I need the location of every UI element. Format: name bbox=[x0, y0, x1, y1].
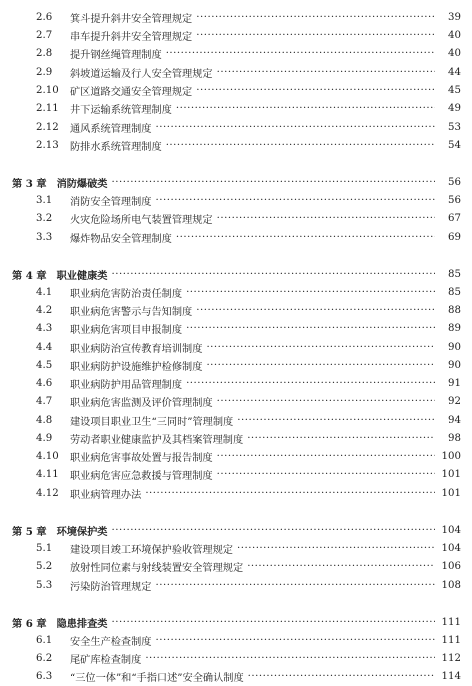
toc-entry[interactable] bbox=[0, 137, 472, 153]
toc-entry[interactable] bbox=[0, 302, 472, 318]
toc-entry-page: 108 bbox=[441, 579, 461, 591]
toc-entry-page: 45 bbox=[448, 84, 461, 96]
toc-entry-page: 56 bbox=[448, 194, 461, 206]
chapter-title: 隐患排查类 bbox=[56, 617, 108, 630]
toc-entry[interactable] bbox=[0, 9, 472, 25]
toc-entry-page: 89 bbox=[448, 322, 461, 334]
toc-entry[interactable] bbox=[0, 119, 472, 135]
toc-entry[interactable] bbox=[0, 466, 472, 482]
toc-entry-title: 职业病危害应急救援与管理制度 bbox=[70, 470, 213, 482]
chapter-title: 环境保护类 bbox=[56, 525, 108, 538]
toc-entry-title: “三位一体”和“手指口述”安全确认制度 bbox=[70, 672, 244, 684]
toc-entry-number: 6.2 bbox=[36, 652, 53, 664]
toc-entry-page: 111 bbox=[441, 634, 461, 646]
toc-entry-title: 职业病危害事故处置与报告制度 bbox=[70, 452, 213, 464]
toc-entry-number: 2.10 bbox=[36, 84, 59, 96]
toc-entry-page: 92 bbox=[448, 395, 461, 407]
toc-entry-number: 5.2 bbox=[36, 560, 53, 572]
toc-entry-number: 4.2 bbox=[36, 304, 53, 316]
toc-entry[interactable] bbox=[0, 412, 472, 428]
dot-leader bbox=[196, 30, 435, 41]
dot-leader bbox=[166, 140, 435, 151]
toc-entry-title: 尾矿库检查制度 bbox=[70, 654, 142, 666]
dot-leader bbox=[112, 177, 436, 188]
toc-entry-title: 职业病危害警示与告知制度 bbox=[70, 306, 193, 318]
toc-entry-page: 85 bbox=[448, 286, 461, 298]
toc-entry-number: 2.6 bbox=[36, 11, 53, 23]
dot-leader bbox=[217, 451, 435, 462]
toc-entry-title: 职业病管理办法 bbox=[70, 489, 142, 501]
toc-entry-page: 39 bbox=[448, 11, 461, 23]
toc-entry-number: 4.3 bbox=[36, 322, 53, 334]
toc-entry-title: 职业病防护用品管理制度 bbox=[70, 379, 183, 391]
toc-entry[interactable] bbox=[0, 375, 472, 391]
dot-leader bbox=[217, 396, 435, 407]
chapter-number: 第 3 章 bbox=[12, 177, 47, 190]
toc-entry-title: 矿区道路交通安全管理规定 bbox=[70, 86, 193, 98]
dot-leader bbox=[196, 305, 435, 316]
toc-entry-number: 5.1 bbox=[36, 542, 53, 554]
toc-entry[interactable] bbox=[0, 558, 472, 574]
dot-leader bbox=[206, 360, 435, 371]
dot-leader bbox=[112, 525, 436, 536]
toc-entry-page: 90 bbox=[448, 341, 461, 353]
toc-entry[interactable] bbox=[0, 339, 472, 355]
toc-entry[interactable] bbox=[0, 357, 472, 373]
toc-entry-title: 斜坡道运输及行人安全管理规定 bbox=[70, 68, 213, 80]
chapter-number: 第 5 章 bbox=[12, 525, 47, 538]
toc-entry[interactable] bbox=[0, 448, 472, 464]
dot-leader bbox=[156, 635, 436, 646]
dot-leader bbox=[217, 67, 435, 78]
toc-entry-page: 91 bbox=[448, 377, 461, 389]
dot-leader bbox=[248, 671, 435, 682]
toc-entry-number: 4.12 bbox=[36, 487, 59, 499]
toc-entry-page: 49 bbox=[448, 102, 461, 114]
dot-leader bbox=[166, 48, 435, 59]
toc-entry[interactable] bbox=[0, 284, 472, 300]
toc-entry-number: 4.9 bbox=[36, 432, 53, 444]
toc-entry-title: 提升钢丝绳管理制度 bbox=[70, 49, 162, 61]
toc-entry-title: 放射性同位素与射线装置安全管理规定 bbox=[70, 562, 244, 574]
dot-leader bbox=[206, 342, 435, 353]
toc-entry-number: 3.3 bbox=[36, 231, 53, 243]
toc-entry[interactable] bbox=[0, 540, 472, 556]
toc-entry-title: 职业病防护设施维护检修制度 bbox=[70, 361, 203, 373]
toc-entry[interactable] bbox=[0, 393, 472, 409]
toc-entry-title: 串车提升斜井安全管理规定 bbox=[70, 31, 193, 43]
dot-leader bbox=[176, 103, 435, 114]
toc-chapter[interactable] bbox=[0, 522, 472, 538]
toc-entry-number: 4.10 bbox=[36, 450, 59, 462]
dot-leader bbox=[237, 543, 435, 554]
toc-entry-number: 4.7 bbox=[36, 395, 53, 407]
toc-entry-page: 94 bbox=[448, 414, 461, 426]
toc-entry-page: 40 bbox=[448, 29, 461, 41]
dot-leader bbox=[247, 561, 435, 572]
dot-leader bbox=[196, 12, 435, 23]
toc-entry-number: 3.1 bbox=[36, 194, 53, 206]
toc-entry-number: 5.3 bbox=[36, 579, 53, 591]
dot-leader bbox=[112, 269, 436, 280]
toc-entry-number: 4.6 bbox=[36, 377, 53, 389]
dot-leader bbox=[217, 469, 435, 480]
toc-entry[interactable] bbox=[0, 210, 472, 226]
toc-chapter[interactable] bbox=[0, 614, 472, 630]
toc-entry-number: 4.5 bbox=[36, 359, 53, 371]
toc-entry-title: 职业病危害防治责任制度 bbox=[70, 288, 183, 300]
toc-entry[interactable] bbox=[0, 45, 472, 61]
toc-entry-title: 箕斗提升斜井安全管理规定 bbox=[70, 13, 193, 25]
toc-entry-number: 4.1 bbox=[36, 286, 53, 298]
toc-chapter[interactable] bbox=[0, 174, 472, 190]
toc-entry-number: 2.11 bbox=[36, 102, 59, 114]
toc-entry[interactable] bbox=[0, 64, 472, 80]
toc-entry[interactable] bbox=[0, 229, 472, 245]
toc-entry[interactable] bbox=[0, 485, 472, 501]
toc-entry-page: 112 bbox=[441, 652, 461, 664]
toc-entry-page: 90 bbox=[448, 359, 461, 371]
dot-leader bbox=[145, 488, 435, 499]
dot-leader bbox=[156, 580, 436, 591]
toc-entry-number: 4.11 bbox=[36, 468, 59, 480]
chapter-page: 56 bbox=[448, 176, 461, 188]
chapter-title: 职业健康类 bbox=[56, 269, 108, 282]
dot-leader bbox=[196, 85, 435, 96]
toc-entry-title: 职业病防治宣传教育培训制度 bbox=[70, 343, 203, 355]
toc-entry-page: 104 bbox=[441, 542, 461, 554]
toc-entry-page: 114 bbox=[441, 670, 461, 682]
toc-entry[interactable] bbox=[0, 27, 472, 43]
toc-entry[interactable] bbox=[0, 577, 472, 593]
toc-entry-page: 101 bbox=[441, 468, 461, 480]
toc-entry-title: 劳动者职业健康监护及其档案管理制度 bbox=[70, 434, 244, 446]
toc-entry-page: 44 bbox=[448, 66, 461, 78]
chapter-title: 消防爆破类 bbox=[56, 177, 108, 190]
dot-leader bbox=[186, 323, 435, 334]
toc-entry-number: 6.3 bbox=[36, 670, 53, 682]
toc-entry-title: 职业病危害项目申报制度 bbox=[70, 324, 183, 336]
toc-entry-number: 3.2 bbox=[36, 212, 53, 224]
toc-entry-title: 井下运输系统管理制度 bbox=[70, 104, 172, 116]
toc-entry-page: 88 bbox=[448, 304, 461, 316]
chapter-page: 111 bbox=[441, 616, 461, 628]
toc-entry[interactable] bbox=[0, 82, 472, 98]
toc-entry-title: 消防安全管理制度 bbox=[70, 196, 152, 208]
toc-entry-number: 2.13 bbox=[36, 139, 59, 151]
toc-entry-number: 4.4 bbox=[36, 341, 53, 353]
dot-leader bbox=[156, 122, 436, 133]
toc-entry-title: 安全生产检查制度 bbox=[70, 636, 152, 648]
toc-entry-number: 2.9 bbox=[36, 66, 53, 78]
chapter-page: 85 bbox=[448, 268, 461, 280]
toc-chapter[interactable] bbox=[0, 266, 472, 282]
toc-entry-number: 2.12 bbox=[36, 121, 59, 133]
toc-entry-number: 6.1 bbox=[36, 634, 53, 646]
toc-entry-title: 通风系统管理制度 bbox=[70, 123, 152, 135]
toc-entry-title: 火灾危险场所电气装置管理规定 bbox=[70, 214, 213, 226]
toc-entry[interactable] bbox=[0, 192, 472, 208]
toc-entry-page: 53 bbox=[448, 121, 461, 133]
dot-leader bbox=[217, 213, 435, 224]
toc-entry[interactable] bbox=[0, 632, 472, 648]
toc-entry-title: 污染防治管理规定 bbox=[70, 581, 152, 593]
toc-entry-page: 100 bbox=[441, 450, 461, 462]
toc-entry-number: 2.8 bbox=[36, 47, 53, 59]
toc-entry-title: 建设项目职业卫生“三同时”管理制度 bbox=[70, 416, 234, 428]
dot-leader bbox=[176, 232, 435, 243]
dot-leader bbox=[237, 415, 435, 426]
toc-entry-page: 54 bbox=[448, 139, 461, 151]
toc-entry-number: 4.8 bbox=[36, 414, 53, 426]
dot-leader bbox=[247, 433, 435, 444]
dot-leader bbox=[145, 653, 435, 664]
dot-leader bbox=[186, 287, 435, 298]
dot-leader bbox=[186, 378, 435, 389]
toc-entry[interactable] bbox=[0, 668, 472, 684]
toc-entry[interactable] bbox=[0, 100, 472, 116]
chapter-page: 104 bbox=[441, 524, 461, 536]
toc-entry-title: 建设项目竣工环境保护验收管理规定 bbox=[70, 544, 233, 556]
toc-entry[interactable] bbox=[0, 320, 472, 336]
dot-leader bbox=[112, 617, 436, 628]
toc-entry-page: 40 bbox=[448, 47, 461, 59]
toc-entry-title: 防排水系统管理制度 bbox=[70, 141, 162, 153]
dot-leader bbox=[156, 195, 436, 206]
toc-entry-title: 职业病危害监测及评价管理制度 bbox=[70, 397, 213, 409]
toc-entry-number: 2.7 bbox=[36, 29, 53, 41]
toc-entry[interactable] bbox=[0, 430, 472, 446]
toc-entry-page: 67 bbox=[448, 212, 461, 224]
toc-entry-page: 106 bbox=[441, 560, 461, 572]
chapter-number: 第 4 章 bbox=[12, 269, 47, 282]
chapter-number: 第 6 章 bbox=[12, 617, 47, 630]
toc-entry-page: 101 bbox=[441, 487, 461, 499]
toc-entry-page: 69 bbox=[448, 231, 461, 243]
toc-entry-title: 爆炸物品安全管理制度 bbox=[70, 233, 172, 245]
toc-entry-page: 98 bbox=[448, 432, 461, 444]
toc-entry[interactable] bbox=[0, 650, 472, 666]
